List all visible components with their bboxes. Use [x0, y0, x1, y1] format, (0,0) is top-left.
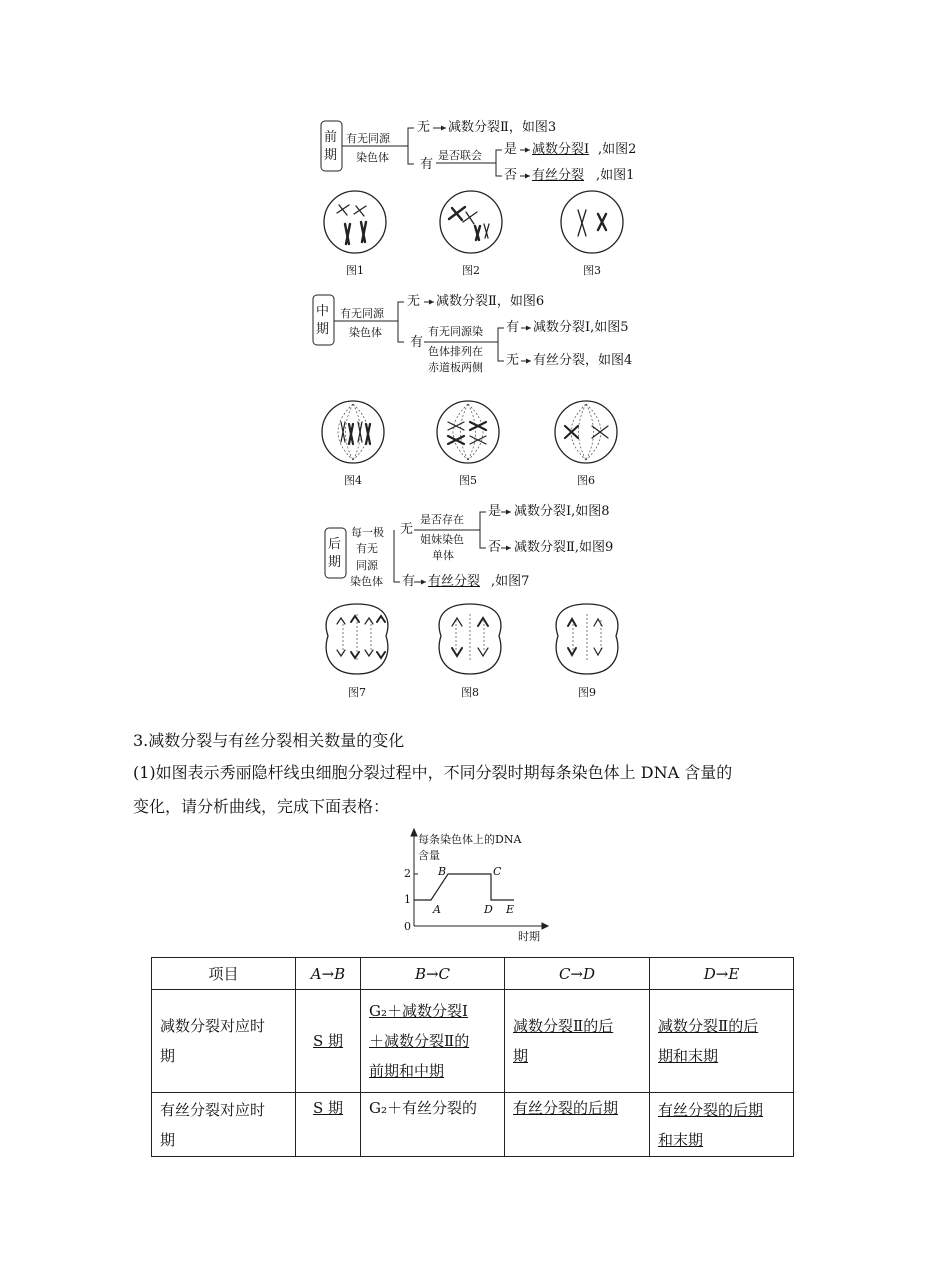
question-sister-3: 单体 [432, 549, 454, 562]
branch-has: 有 [402, 574, 416, 589]
header-d-e: D→E [650, 958, 794, 990]
result-mitosis: 有丝分裂，如图4 [533, 353, 633, 368]
chart-ylabel-1: 每条染色体上的DNA [418, 833, 522, 846]
header-b-c: B→C [361, 958, 505, 990]
ref-fig-2: ,如图2 [598, 142, 637, 157]
caption-fig-5: 图5 [459, 474, 477, 487]
result-meiosis-ii: 减数分裂Ⅱ,如图9 [514, 540, 614, 555]
header-c-d: C→D [505, 958, 650, 990]
result-mitosis: 有丝分裂 [428, 574, 481, 589]
cell-figure-3 [561, 191, 623, 253]
table-row [152, 990, 794, 1093]
caption-fig-1: 图1 [346, 264, 364, 277]
question-homologous: 有无同源 [340, 307, 384, 320]
result-meiosis-ii: 减数分裂Ⅱ，如图3 [448, 120, 557, 135]
cell-mitosis-de: 有丝分裂的后期 和末期 [650, 1093, 794, 1157]
branch-has: 有 [410, 335, 424, 350]
paragraph-line-2: 变化，请分析曲线，完成下面表格： [133, 797, 390, 816]
caption-fig-8: 图8 [461, 686, 479, 699]
chart-tick-2: 2 [404, 867, 411, 880]
ref-fig-7: ,如图7 [491, 574, 530, 589]
cell-figure-4 [322, 401, 384, 463]
table-header-row [152, 958, 794, 990]
chart-point-d: D [484, 903, 493, 916]
question-arrangement-2: 色体排列在 [428, 345, 483, 358]
stage-label-anaphase: 后 期 [328, 537, 342, 570]
branch-no: 无 [506, 353, 520, 368]
section-title: 3.减数分裂与有丝分裂相关数量的变化 [133, 731, 405, 750]
caption-fig-7: 图7 [348, 686, 366, 699]
row-label-meiosis: 减数分裂对应时 期 [152, 990, 296, 1093]
question-homologous: 有无同源 [346, 132, 390, 145]
question-homologous-2: 染色体 [356, 151, 389, 164]
cell-mitosis-ab: S 期 [296, 1093, 361, 1157]
chart-x-arrow [542, 923, 548, 929]
branch-has: 有 [420, 157, 434, 172]
branch-no: 否 [504, 168, 518, 183]
branch-yes: 是 [504, 142, 518, 157]
cell-mitosis-cd: 有丝分裂的后期 [505, 1093, 650, 1157]
question-pole-3: 同源 [356, 559, 378, 572]
caption-fig-2: 图2 [462, 264, 480, 277]
chart-ylabel-2: 含量 [418, 849, 440, 862]
header-item: 项目 [152, 958, 296, 990]
caption-fig-6: 图6 [577, 474, 595, 487]
result-meiosis-i: 减数分裂Ⅰ [532, 142, 590, 157]
chart-tick-0: 0 [404, 920, 411, 933]
paragraph-line-1: (1)如图表示秀丽隐杆线虫细胞分裂过程中，不同分裂时期每条染色体上 DNA 含量的 [133, 763, 733, 782]
question-pole-2: 有无 [356, 542, 378, 555]
chart-point-b: B [438, 865, 447, 878]
comparison-table [151, 957, 794, 1157]
table-row [152, 1093, 794, 1157]
cell-figure-2 [440, 191, 502, 253]
question-arrangement-1: 有无同源染 [428, 325, 483, 338]
question-sister-1: 是否存在 [420, 513, 464, 526]
cell-figure-5 [437, 401, 499, 463]
question-homologous-2: 染色体 [349, 326, 382, 339]
branch-none: 无 [417, 120, 431, 135]
question-sister-2: 姐妹染色 [420, 533, 464, 546]
caption-fig-3: 图3 [583, 264, 601, 277]
result-mitosis: 有丝分裂 [532, 168, 585, 183]
chart-point-c: C [493, 865, 502, 878]
chart-y-arrow [411, 829, 417, 836]
stage-label-prophase: 前 期 [324, 130, 338, 163]
cell-meiosis-de: 减数分裂Ⅱ的后 期和末期 [650, 990, 794, 1093]
branch-none: 无 [407, 294, 421, 309]
cell-figure-1 [324, 191, 386, 253]
branch-yes: 是 [488, 504, 502, 519]
question-pole-1: 每一极 [351, 526, 384, 539]
result-meiosis-i: 减数分裂Ⅰ,如图8 [514, 504, 610, 519]
header-a-b: A→B [296, 958, 361, 990]
result-meiosis-ii: 减数分裂Ⅱ，如图6 [436, 294, 545, 309]
branch-none: 无 [400, 522, 414, 537]
cell-mitosis-bc: G₂＋有丝分裂的 [361, 1093, 505, 1157]
question-synapsis: 是否联会 [438, 149, 482, 162]
question-arrangement-3: 赤道板两侧 [428, 361, 483, 374]
ref-fig-1: ,如图1 [596, 168, 635, 183]
cell-meiosis-cd: 减数分裂Ⅱ的后 期 [505, 990, 650, 1093]
chart-point-e: E [506, 903, 515, 916]
question-pole-4: 染色体 [350, 575, 383, 588]
stage-label-metaphase: 中 期 [316, 304, 330, 337]
cell-figure-6 [555, 401, 617, 463]
chart-point-a: A [433, 903, 441, 916]
caption-fig-9: 图9 [578, 686, 596, 699]
chart-tick-1: 1 [404, 893, 411, 906]
chart-xlabel: 时期 [518, 930, 540, 943]
result-meiosis-i: 减数分裂Ⅰ,如图5 [533, 320, 629, 335]
branch-no: 否 [488, 540, 502, 555]
caption-fig-4: 图4 [344, 474, 362, 487]
row-label-mitosis: 有丝分裂对应时 期 [152, 1093, 296, 1157]
cell-meiosis-ab: S 期 [296, 990, 361, 1093]
cell-meiosis-bc: G₂＋减数分裂Ⅰ ＋减数分裂Ⅱ的 前期和中期 [361, 990, 505, 1093]
branch-yes: 有 [506, 320, 520, 335]
